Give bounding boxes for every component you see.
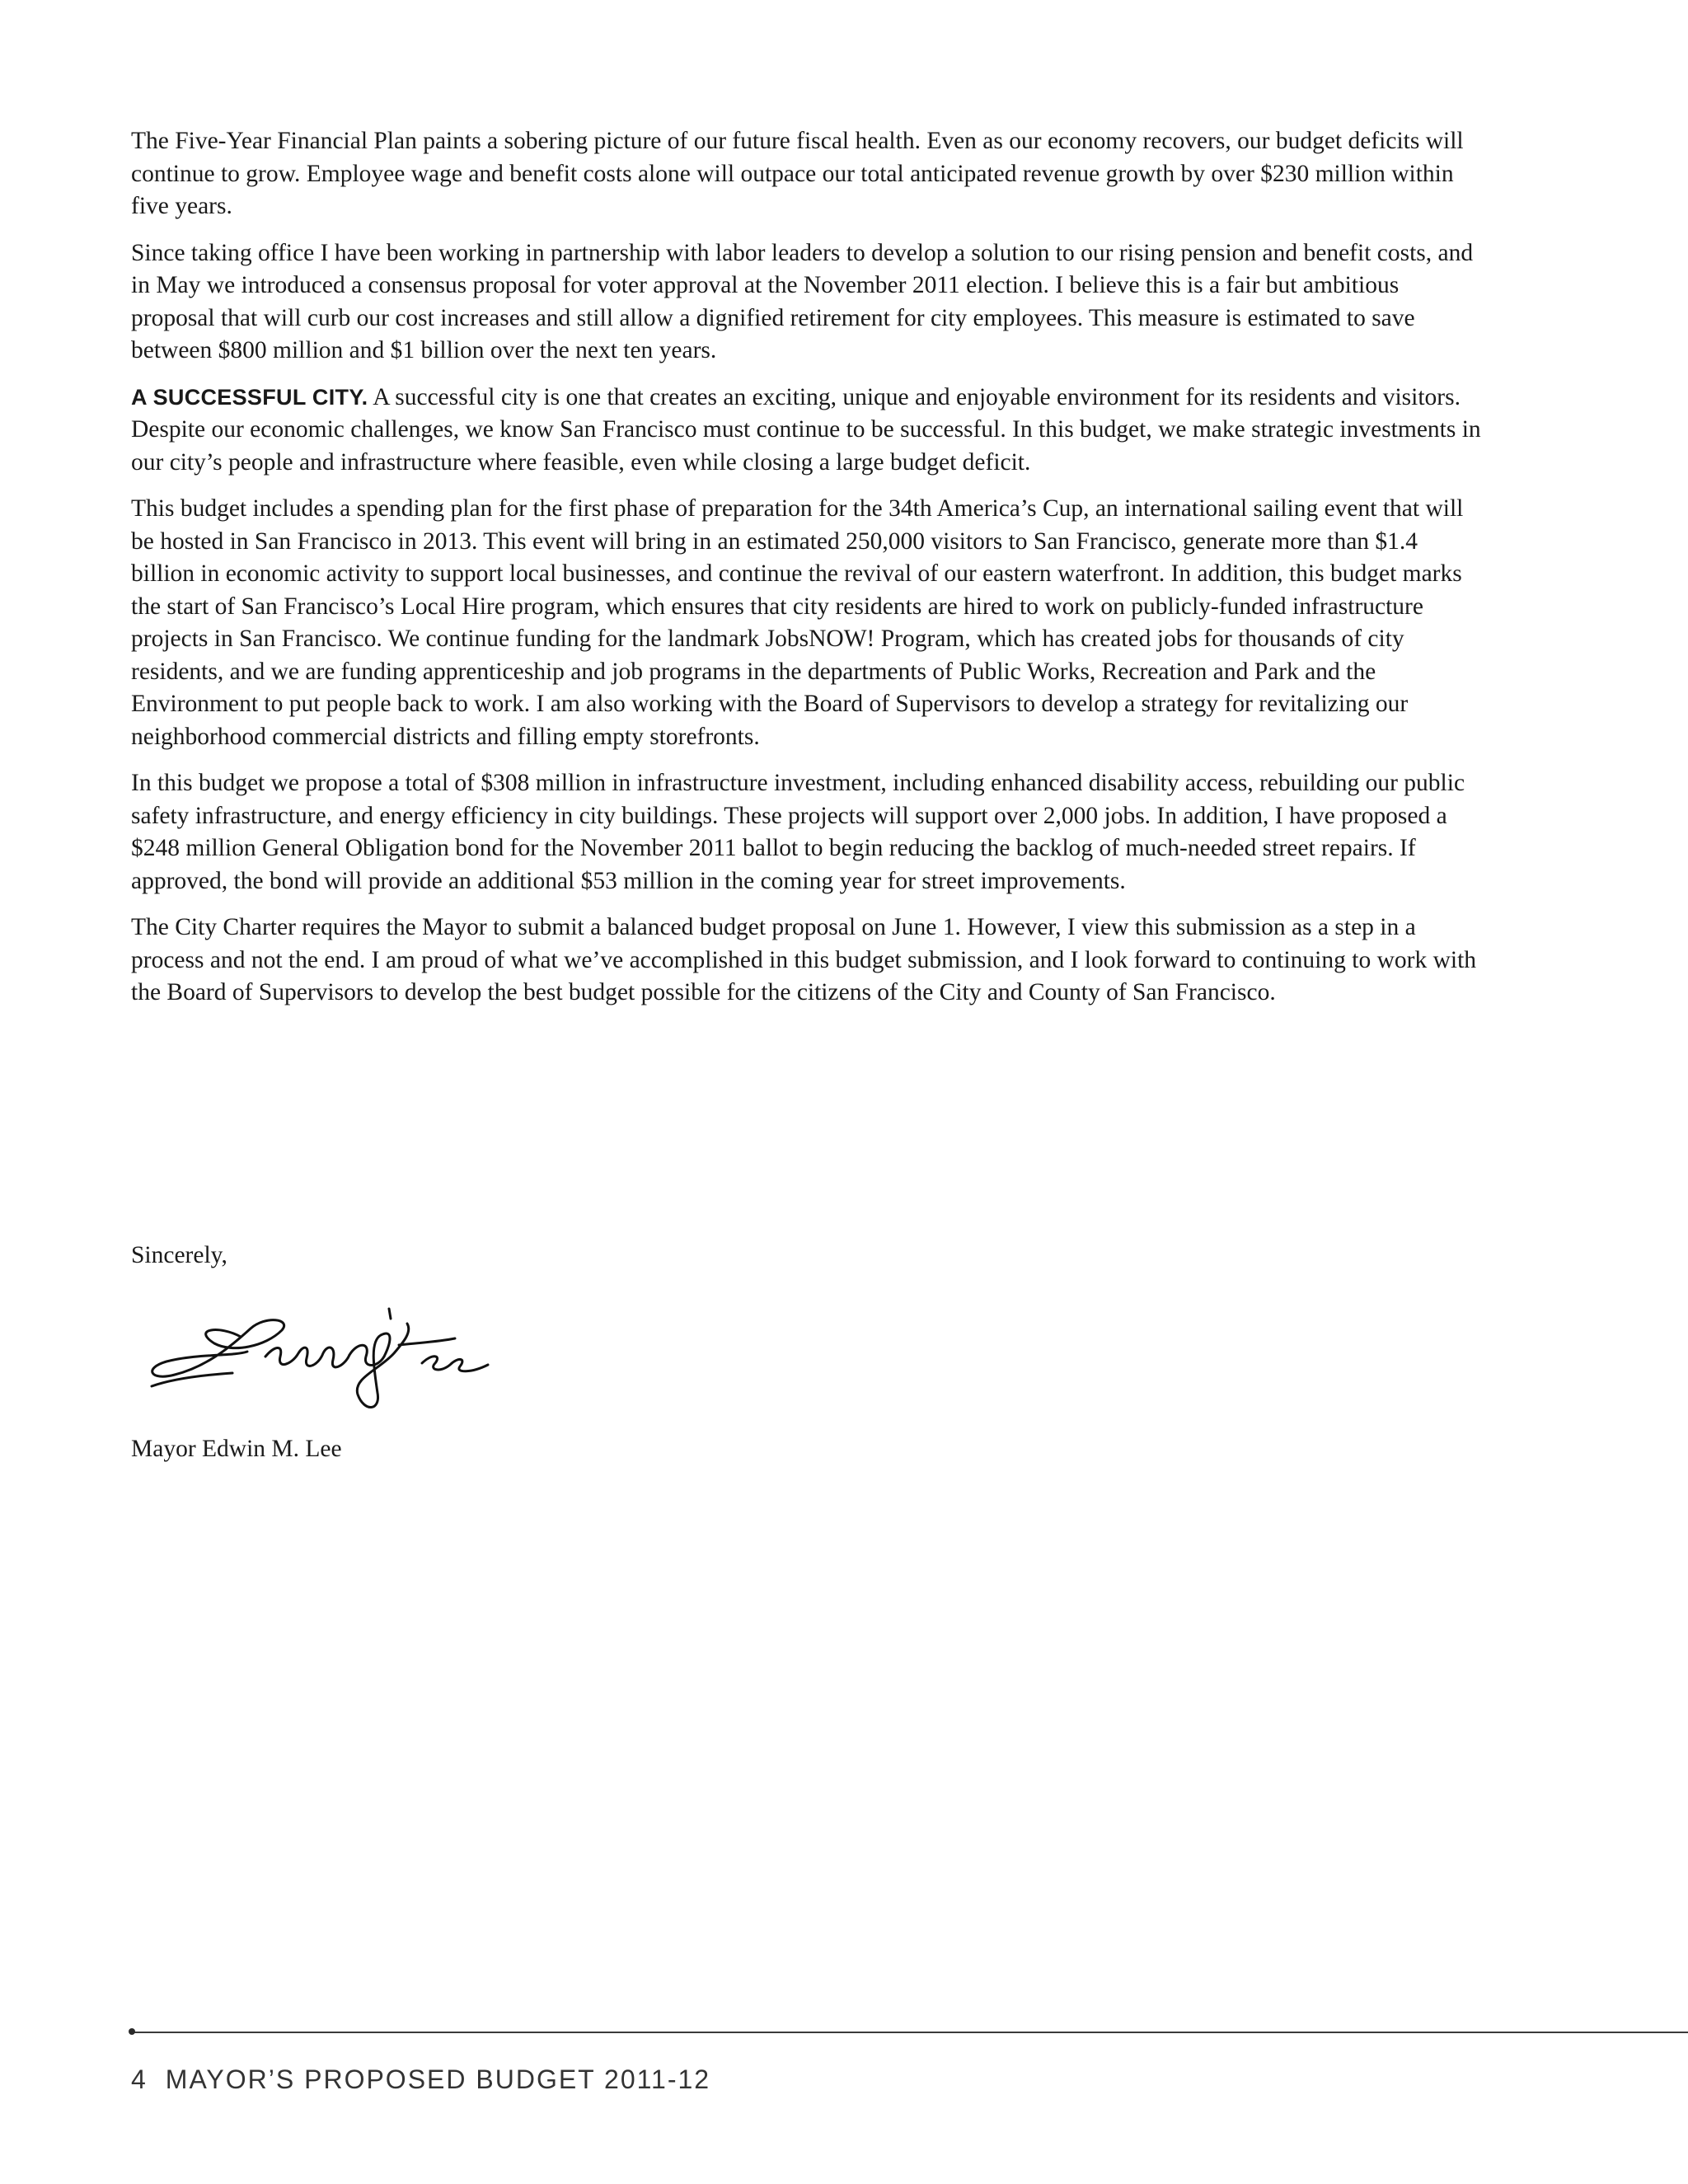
- paragraph-americas-cup: This budget includes a spending plan for the first phase of preparation for the 34th America’s Cup, an international sailing event that will be hosted in San Francisco in 2013. This event will bring in an estimated 250,000 visitors to San Francisco, generate more than $1.4 billion in economic activity to support local businesses, and continue the revival of our eastern waterfront. In addition, this budget marks the start of San Francisco’s Local Hire program, which ensures that city residents are hired to work on publicly-funded infrastructure projects in San Francisco. We continue funding for the landmark JobsNOW! Program, which has created jobs for thousands of city residents, and we are funding apprenticeship and job programs in the departments of Public Works, Recreation and Park and the Environment to put people back to work. I am also working with the Board of Supervisors to develop a strategy for revitalizing our neighborhood commercial districts and filling empty storefronts.: [131, 495, 1464, 750]
- document-title: MAYOR’S PROPOSED BUDGET 2011-12: [165, 2064, 711, 2094]
- paragraph-fiscal-health: The Five-Year Financial Plan paints a sobering picture of our future fiscal health. Even as our economy recovers, our budget deficits will continue to grow. Employee wage and benefit costs alone will outpace our total anticipated revenue growth by over $230 million within five years.: [131, 128, 1464, 219]
- closing-salutation: Sincerely,: [131, 1242, 227, 1268]
- signature-image: [142, 1296, 504, 1419]
- paragraph-city-charter: The City Charter requires the Mayor to submit a balanced budget proposal on June 1. However, I view this submission as a step in a process and not the end. I am proud of what we’ve accomplished in this budget submission, and I look forward to continuing to work with the Board of Supervisors to develop the best budget possible for the citizens of the City and County of San Francisco.: [131, 914, 1477, 1005]
- letter-body: [131, 125, 1483, 1024]
- signer-name: Mayor Edwin M. Lee: [131, 1436, 342, 1462]
- footer-divider: [131, 2032, 1688, 2033]
- paragraph-successful-city: [131, 382, 1483, 480]
- paragraph-successful-city-text: A successful city is one that creates an exciting, unique and enjoyable environment for its residents and visitors. Despite our economic challenges, we know San Francisco must continue to be successful. In this budget, we make strategic investments in our city’s people and infrastructure where feasible, even while closing a large budget deficit.: [131, 383, 1481, 476]
- paragraph-infrastructure: In this budget we propose a total of $308 million in infrastructure investment, including enhanced disability access, rebuilding our public safety infrastructure, and energy efficiency in city buildings. These projects will support over 2,000 jobs. In addition, I have proposed a $248 million General Obligation bond for the November 2011 ballot to begin reducing the backlog of much-needed street repairs. If approved, the bond will provide an additional $53 million in the coming year for street improvements.: [131, 770, 1465, 894]
- footer-divider-dot: [129, 2028, 135, 2035]
- section-lead-in: A SUCCESSFUL CITY.: [131, 384, 368, 410]
- paragraph-pension-reform: Since taking office I have been working in partnership with labor leaders to develop a solution to our rising pension and benefit costs, and in May we introduced a consensus proposal for voter approval at the November 2011 election. I believe this is a fair but ambitious proposal that will curb our cost increases and still allow a dignified retirement for city employees. This measure is estimated to save between $800 million and $1 billion over the next ten years.: [131, 239, 1474, 363]
- page-number: 4: [131, 2064, 148, 2094]
- page-footer: [131, 2064, 710, 2095]
